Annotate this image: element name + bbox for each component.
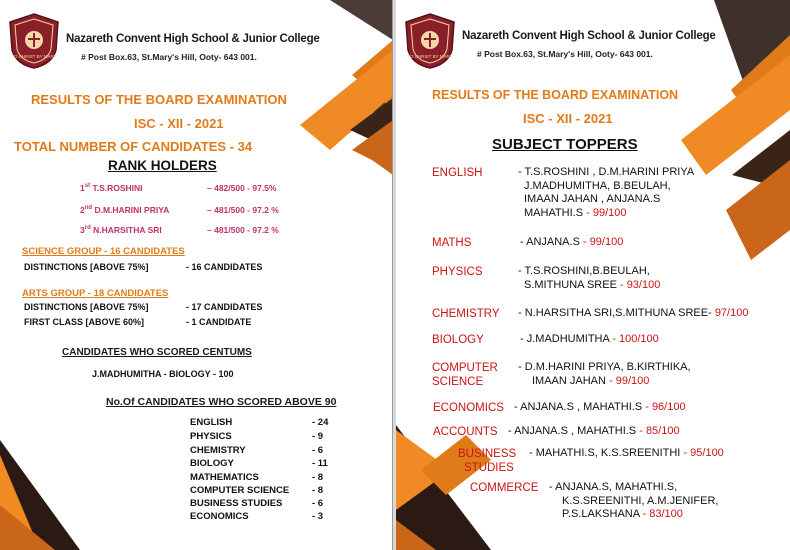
above-90-row: MATHEMATICS - 8 xyxy=(190,472,324,483)
rank-holders-title: RANK HOLDERS xyxy=(108,158,217,173)
rank-row-2: 2nd D.M.HARINI PRIYA – 481/500 - 97.2 % xyxy=(80,205,279,215)
rank-row-3: 3rd N.HARSITHA SRI – 481/500 - 97.2 % xyxy=(80,225,279,235)
science-distinction-label: DISTINCTIONS [ABOVE 75%] xyxy=(24,262,149,272)
arts-first-class-label: FIRST CLASS [ABOVE 60%] xyxy=(24,317,145,327)
exam-title: ISC - XII - 2021 xyxy=(134,116,224,131)
above-90-row: ENGLISH - 24 xyxy=(190,417,329,428)
above-90-title: No.Of CANDIDATES WHO SCORED ABOVE 90 xyxy=(106,396,337,408)
rank-row-1: 1st T.S.ROSHINI – 482/500 - 97.5% xyxy=(80,183,277,193)
topper-subject-english: ENGLISH xyxy=(432,167,483,179)
rank-score: – 482/500 - 97.5% xyxy=(207,183,277,193)
subject-toppers-title: SUBJECT TOPPERS xyxy=(492,136,638,153)
school-header xyxy=(398,8,788,78)
rank-score: – 481/500 - 97.2 % xyxy=(207,205,279,215)
topper-names-business-studies: - MAHATHI.S, K.S.SREENITHI - 95/100 xyxy=(529,447,724,459)
topper-names-economics: - ANJANA.S , MAHATHI.S - 96/100 xyxy=(514,401,686,413)
topper-subject-biology: BIOLOGY xyxy=(432,334,484,346)
topper-names-commerce: - ANJANA.S, MAHATHI.S, K.S.SREENITHI, A.M.JENIFER, P.S.LAKSHANA - 83/100 xyxy=(549,481,719,520)
svg-text:TO CHRIST BY MARY: TO CHRIST BY MARY xyxy=(407,54,453,59)
above-90-row: PHYSICS - 9 xyxy=(190,431,324,442)
above-90-row: CHEMISTRY - 6 xyxy=(190,445,324,456)
school-crest-icon xyxy=(8,12,60,70)
above-90-row: BIOLOGY - 11 xyxy=(190,458,328,469)
science-group-title: SCIENCE GROUP - 16 CANDIDATES xyxy=(22,246,185,257)
arts-distinction-value: - 17 CANDIDATES xyxy=(186,302,263,312)
rank-name: T.S.ROSHINI xyxy=(92,183,143,193)
svg-text:TO CHRIST BY MARY: TO CHRIST BY MARY xyxy=(11,54,57,59)
rank-name: D.M.HARINI PRIYA xyxy=(94,205,170,215)
above-90-row: ECONOMICS - 3 xyxy=(190,511,324,522)
above-90-row: BUSINESS STUDIES - 6 xyxy=(190,498,324,509)
school-header xyxy=(2,8,392,78)
results-heading: RESULTS OF THE BOARD EXAMINATION xyxy=(432,88,679,102)
topper-names-computer-science: - D.M.HARINI PRIYA, B.KIRTHIKA, IMAAN JAHAN - 99/100 xyxy=(518,361,691,387)
topper-names-accounts: - ANJANA.S , MAHATHI.S - 85/100 xyxy=(508,425,680,437)
centum-text: J.MADHUMITHA - BIOLOGY - 100 xyxy=(92,369,234,379)
exam-title: ISC - XII - 2021 xyxy=(523,111,613,126)
school-address: # Post Box.63, St.Mary's Hill, Ooty- 643 001. xyxy=(477,49,653,59)
arts-group-title: ARTS GROUP - 18 CANDIDATES xyxy=(22,288,169,299)
rank-name: N.HARSITHA SRI xyxy=(93,225,162,235)
topper-subject-accounts: ACCOUNTS xyxy=(433,426,498,438)
total-candidates: TOTAL NUMBER OF CANDIDATES - 34 xyxy=(14,139,253,154)
arts-first-class-value: - 1 CANDIDATE xyxy=(186,317,252,327)
left-page xyxy=(0,0,393,550)
topper-names-physics: - T.S.ROSHINI,B.BEULAH, S.MITHUNA SREE - 93/100 xyxy=(518,265,661,291)
centum-title: CANDIDATES WHO SCORED CENTUMS xyxy=(62,347,252,358)
school-name: Nazareth Convent High School & Junior College xyxy=(462,30,716,42)
results-heading: RESULTS OF THE BOARD EXAMINATION xyxy=(31,92,287,107)
topper-names-maths: - ANJANA.S - 99/100 xyxy=(520,236,624,248)
rank-score: – 481/500 - 97.2 % xyxy=(207,225,279,235)
topper-subject-commerce: COMMERCE xyxy=(470,482,539,494)
topper-subject-physics: PHYSICS xyxy=(432,266,483,278)
topper-names-english: - T.S.ROSHINI , D.M.HARINI PRIYA J.MADHUMITHA, B.BEULAH, IMAAN JAHAN , ANJANA.S MAHATHI.S - 99/100 xyxy=(518,166,695,219)
school-address: # Post Box.63, St.Mary's Hill, Ooty- 643 001. xyxy=(81,52,257,62)
topper-subject-economics: ECONOMICS xyxy=(433,402,504,414)
topper-subject-maths: MATHS xyxy=(432,237,472,249)
topper-subject-chemistry: CHEMISTRY xyxy=(432,308,500,320)
topper-names-chemistry: - N.HARSITHA SRI,S.MITHUNA SREE- 97/100 xyxy=(518,307,749,319)
above-90-row: COMPUTER SCIENCE - 8 xyxy=(190,485,324,496)
topper-names-biology: - J.MADHUMITHA - 100/100 xyxy=(520,333,659,345)
school-crest-icon xyxy=(404,12,456,70)
topper-subject-computer-science: COMPUTER SCIENCE xyxy=(432,362,498,388)
school-name: Nazareth Convent High School & Junior College xyxy=(66,33,320,45)
topper-subject-business-studies: BUSINESS STUDIES xyxy=(458,448,517,474)
arts-distinction-label: DISTINCTIONS [ABOVE 75%] xyxy=(24,302,149,312)
science-distinction-value: - 16 CANDIDATES xyxy=(186,262,263,272)
right-page xyxy=(396,0,790,550)
